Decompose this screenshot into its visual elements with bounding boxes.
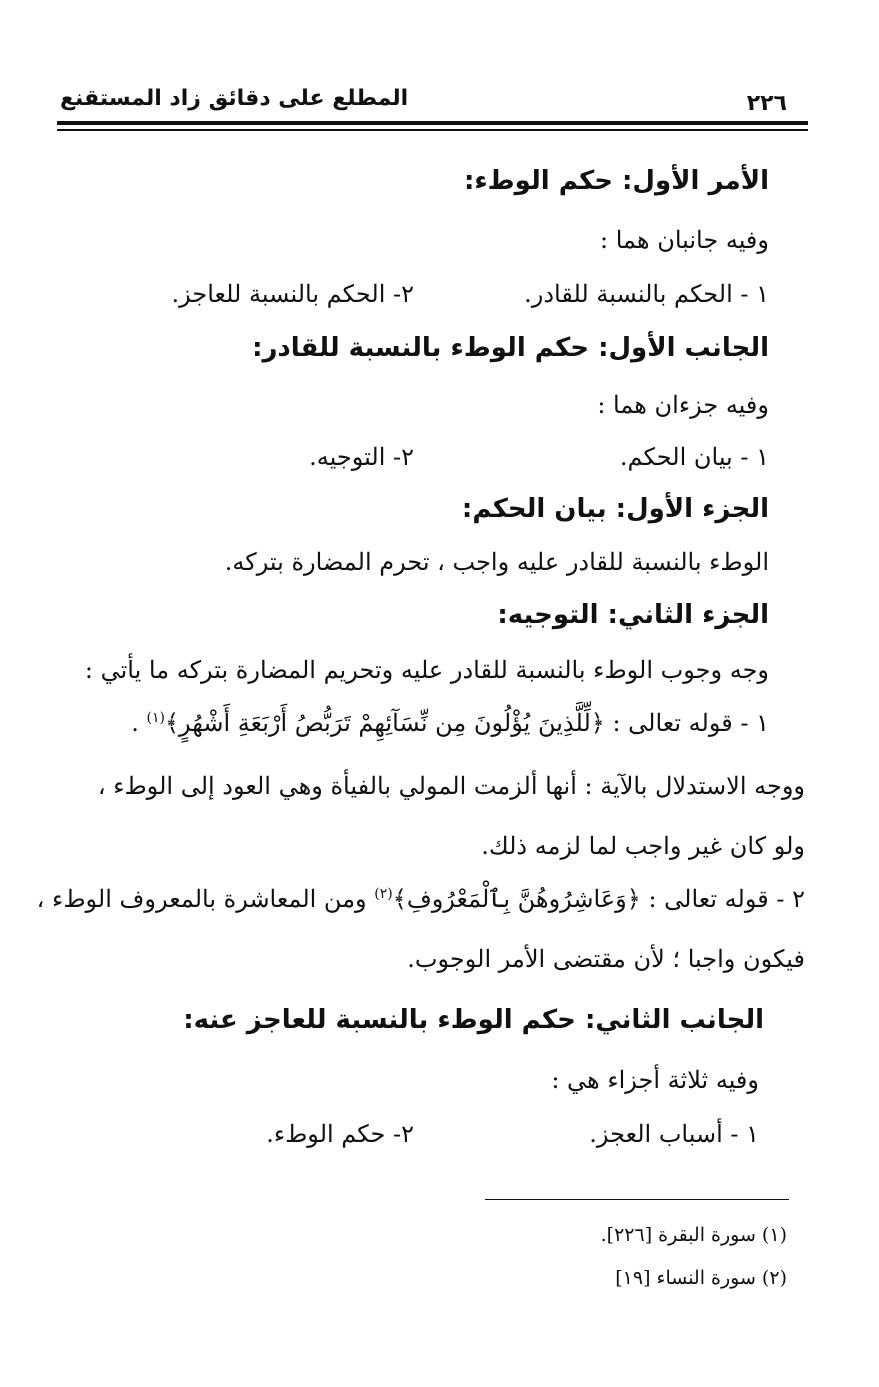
heading-first-aspect: الجانب الأول: حكم الوطء بالنسبة للقادر: xyxy=(252,333,769,363)
paragraph-three-parts: وفيه ثلاثة أجزاء هي : xyxy=(551,1066,759,1094)
paragraph-two-parts: وفيه جزءان هما : xyxy=(597,391,769,419)
header-rule-thick xyxy=(57,121,808,125)
evidence-two-rest: ومن المعاشرة بالمعروف الوطء ، xyxy=(36,885,375,913)
quran-verse-two: ﴿وَعَاشِرُوهُنَّ بِٱلْمَعْرُوفِ﴾ xyxy=(392,885,641,913)
evidence-one xyxy=(131,709,769,737)
running-header-title: المطلع على دقائق زاد المستقنع xyxy=(60,86,409,111)
heading-first-matter: الأمر الأول: حكم الوطء: xyxy=(463,166,769,196)
quran-verse-one: ﴿لِّلَّذِينَ يُؤْلُونَ مِن نِّسَآئِهِمْ تَرَبُّصُ أَرْبَعَةِ أَشْهُرٍ﴾ xyxy=(164,709,605,737)
header-rule-thin xyxy=(57,129,808,131)
paragraph-inference-line2: ولو كان غير واجب لما لزمه ذلك. xyxy=(481,832,805,860)
page-number: ٢٢٦ xyxy=(746,91,787,116)
heading-second-part: الجزء الثاني: التوجيه: xyxy=(497,600,769,630)
evidence-two xyxy=(37,885,805,913)
list-item-ruling: ١ - بيان الحكم. xyxy=(619,443,769,471)
evidence-one-end: . xyxy=(131,709,147,737)
list-item-causes: ١ - أسباب العجز. xyxy=(589,1120,759,1148)
paragraph-inference-line1: ووجه الاستدلال بالآية : أنها ألزمت المولي بالفيأة وهي العود إلى الوطء ، xyxy=(97,772,805,800)
heading-second-aspect: الجانب الثاني: حكم الوطء بالنسبة للعاجز عنه: xyxy=(183,1005,764,1035)
footnote-two: (٢) سورة النساء [١٩] xyxy=(615,1267,787,1289)
footnote-ref-two: (٢) xyxy=(374,886,393,902)
list-item-reasoning: ٢- التوجيه. xyxy=(309,443,414,471)
paragraph-conclusion: فيكون واجبا ؛ لأن مقتضى الأمر الوجوب. xyxy=(407,945,805,973)
list-item-capable: ١ - الحكم بالنسبة للقادر. xyxy=(524,280,769,308)
footnote-ref-one: (١) xyxy=(146,710,165,726)
footnote-one: (١) سورة البقرة [٢٢٦]. xyxy=(600,1224,787,1246)
heading-first-part: الجزء الأول: بيان الحكم: xyxy=(461,494,769,524)
evidence-two-prefix: ٢ - قوله تعالى : xyxy=(648,885,805,913)
list-item-incapable: ٢- الحكم بالنسبة للعاجز. xyxy=(171,280,414,308)
paragraph-ruling-statement: الوطء بالنسبة للقادر عليه واجب ، تحرم المضارة بتركه. xyxy=(224,548,769,576)
paragraph-reasoning-intro: وجه وجوب الوطء بالنسبة للقادر عليه وتحريم المضارة بتركه ما يأتي : xyxy=(84,656,769,684)
evidence-one-prefix: ١ - قوله تعالى : xyxy=(612,709,769,737)
list-item-intercourse-ruling: ٢- حكم الوطء. xyxy=(266,1120,414,1148)
paragraph-two-aspects: وفيه جانبان هما : xyxy=(600,226,769,254)
footnote-separator xyxy=(485,1199,789,1200)
